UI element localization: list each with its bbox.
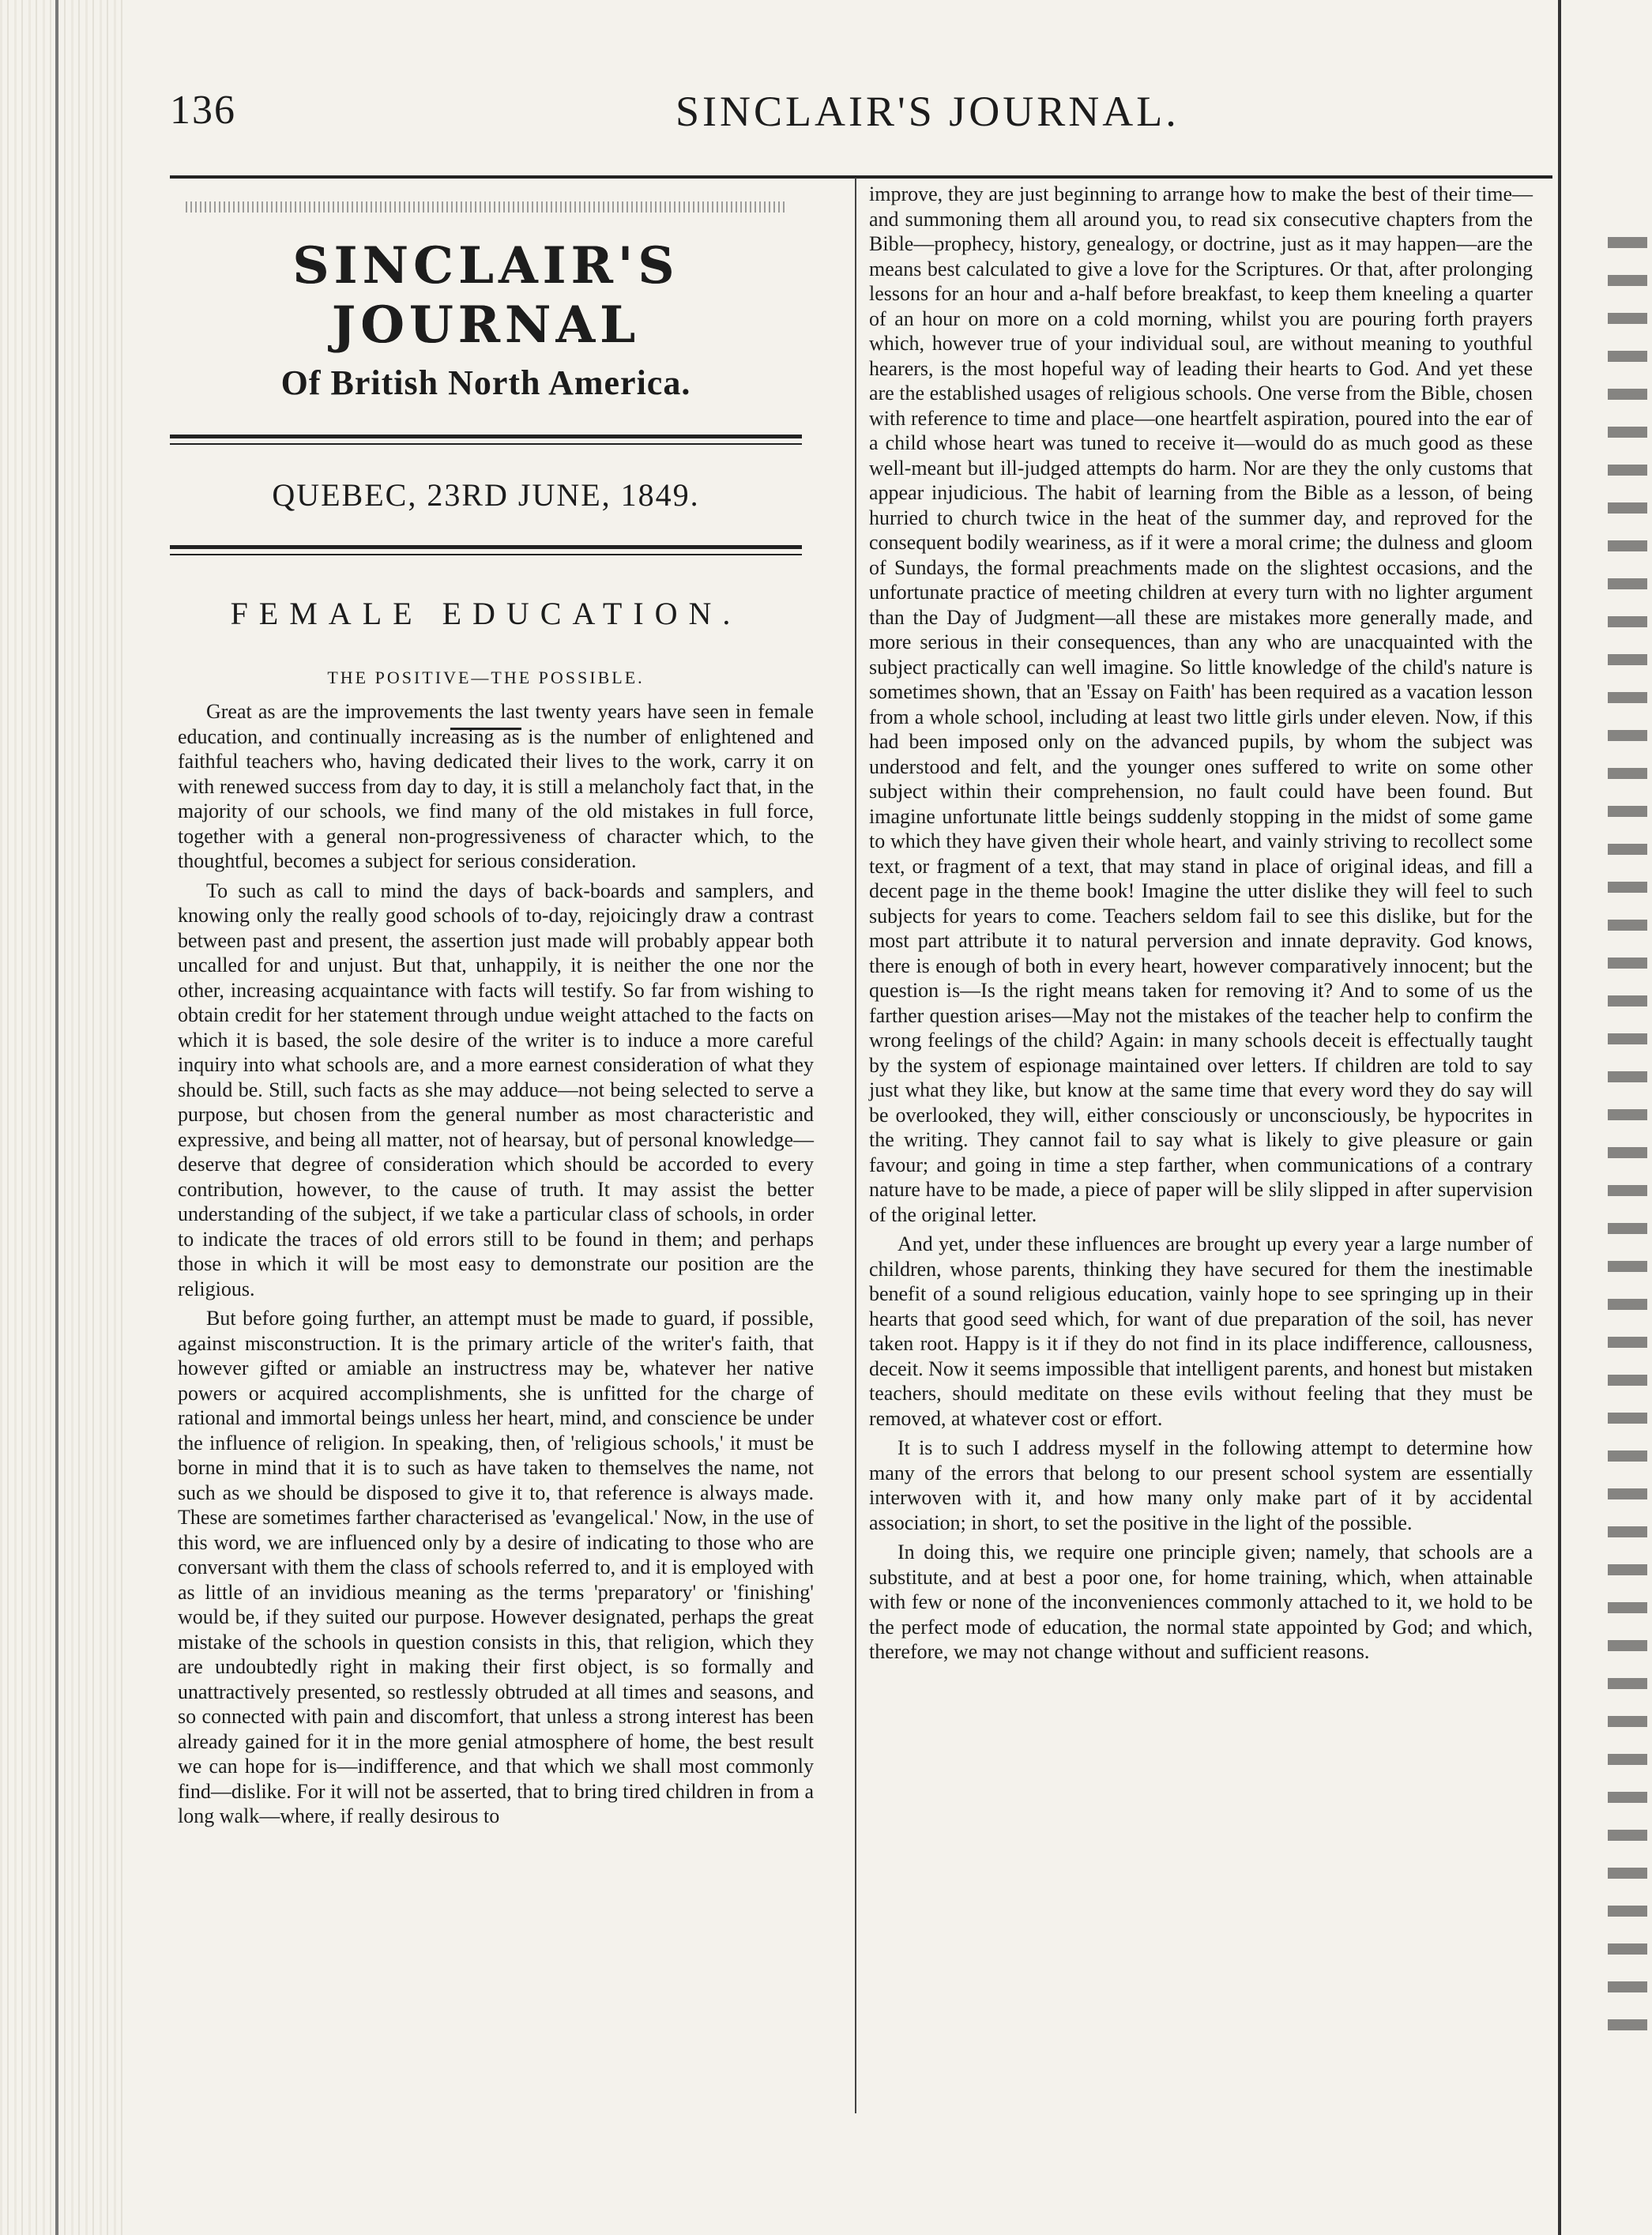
- paragraph: Great as are the improvements the last twenty years have seen in female education, and continually increasing as is the number of enlightened and faithful teachers who, having dedicated their lives to the work, carry it on with renewed success from day to day, it is still a melancholy fact that, in the majority of our schools, we find many of the old mistakes in full force, together with a general non-progressiveness of character which, to the thoughtful, becomes a subject for serious consideration.: [178, 700, 814, 872]
- article-headline: FEMALE EDUCATION.: [230, 596, 742, 631]
- left-margin-rule: [55, 0, 58, 2235]
- dateline-rule: [170, 545, 802, 555]
- ornamental-bar: [186, 201, 786, 213]
- running-head: [170, 87, 1560, 150]
- paragraph: But before going further, an attempt must be made to guard, if possible, against misconstruction. It is the primary article of the writer's faith, that however gifted or amiable an instructress may be, whatever her native powers or acquired accomplishments, she is unfitted for the charge of rational and immortal beings unless her heart, mind, and conscience be under the influence of religion. In speaking, then, of 'religious schools,' it must be borne in mind that it is to such as have taken to themselves the name, not such as we should be disposed to give it to, that reference is always made. These are sometimes farther characterised as 'evangelical.' Now, in the use of this word, we are influenced only by a desire of indicating to those who are conversant with them the class of schools referred to, and it is employed with as little of an invidious meaning as the terms 'preparatory' or 'finishing' would be, if they suited our purpose. However designated, perhaps the great mistake of the schools in question consists in this, that religion, which they are undoubtedly right in making their first object, is so formally and unattractively presented, so restlessly obtruded at all times and seasons, and so connected with pain and discomfort, that unless a strong interest has been already gained for it in the more genial atmosphere of home, the best result we can hope for is—indifference, and that which we shall most commonly find—dislike. For it will not be asserted, that to bring tired children in from a long walk—where, if really desirous to: [178, 1307, 814, 1827]
- adjacent-page-fragment: [1608, 237, 1647, 2054]
- column-rule: [855, 178, 856, 2113]
- header-rule: [170, 175, 1552, 179]
- masthead: [170, 194, 802, 730]
- article-subhead: THE POSITIVE—THE POSSIBLE.: [327, 668, 645, 687]
- article-column-left: [178, 699, 814, 1834]
- journal-subtitle: Of British North America.: [280, 363, 691, 402]
- paragraph: It is to such I address myself in the following attempt to determine how many of the errors that belong to our present school system are essentially interwoven with it, and how many only make part of it by accidental association; in short, to set the positive in the light of the possible.: [869, 1436, 1533, 1534]
- running-title: SINCLAIR'S JOURNAL.: [675, 88, 1180, 135]
- journal-name: SINCLAIR'S JOURNAL: [292, 236, 679, 355]
- page-number: 136: [170, 88, 236, 133]
- right-margin-rule: [1558, 0, 1561, 2235]
- paragraph: To such as call to mind the days of back-boards and samplers, and knowing only the really good schools of to-day, rejoicingly draw a contrast between past and present, the assertion just made will probably appear both uncalled for and unjust. But that, unhappily, it is neither the one nor the other, increasing acquaintance with facts will testify. So far from wishing to obtain credit for her statement through undue weight attached to the facts on which it is based, the sole desire of the writer is to induce a more careful inquiry into what schools are, and a more earnest consideration of what they should be. Still, such facts as she may adduce—not being selected to serve a purpose, but chosen from the general number as most characteristic and expressive, and being all matter, not of hearsay, but of personal knowledge—deserve that degree of consideration which should be accorded to every contribution, however, to the cause of truth. It may assist the better understanding of the subject, if we take a particular class of schools, in order to indicate the traces of old errors still to be found in them; and perhaps those in which it will be most easy to demonstrate our position are the religious.: [178, 879, 814, 1300]
- masthead-rule: [170, 435, 802, 445]
- paragraph: And yet, under these influences are brought up every year a large number of children, whose parents, thinking they have secured for them the inestimable benefit of a sound religious education, vainly hope to see springing up in their hearts that good seed which, for want of due preparation of the soil, has never taken root. Happy is it if they do not find in its place indifference, callousness, deceit. Now it seems impossible that intelligent parents, and honest but mistaken teachers, should meditate on these evils without feeling that they must be removed, at whatever cost or effort.: [869, 1232, 1533, 1430]
- paragraph: improve, they are just beginning to arrange how to make the best of their time—and summoning them all around you, to read six consecutive chapters from the Bible—prophecy, history, genealogy, or doctrine, just as it may happen—are the means best calculated to give a love for the Scriptures. Or that, after prolonging lessons for an hour and a-half before breakfast, to keep them kneeling a quarter of an hour on more on a cold morning, whilst you are pouring forth prayers which, however true of your individual soul, are without meaning to youthful hearers, is the most hopeful way of leading their hearts to God. And yet these are the established usages of religious schools. One verse from the Bible, chosen with reference to time and place—one heartfelt aspiration, poured into the ear of a child whose heart was tuned to receive it—would do as much good as these well-meant but ill-judged attempts do harm. Nor are they the only customs that appear injudicious. The habit of learning from the Bible as a lesson, of being hurried to church twice in the heat of the summer day, and reproved for the consequent bodily weariness, as if it were a moral crime; the dulness and gloom of Sundays, the formal preachments made on the slightest occasions, and the unfortunate practice of meeting children at every turn with no lighter argument than the Day of Judgment—all these are mistakes more generally made, and more serious in their consequences, than any who are unacquainted with the subject practically can well imagine. So little knowledge of the child's nature is sometimes shown, that an 'Essay on Faith' has been required as a vacation lesson from a whole school, including at least two little girls under eleven. Now, if this had been imposed only on the advanced pupils, by whom the subject was understood and felt, and the younger ones suffered to write on some other subject within their comprehension, no fault could have been found. But imagine unfortunate little beings suddenly stopping in the midst of some game to which they have given their whole heart, and vainly striving to recollect some text, or fragment of a text, that may stand in place of original ideas, and fill a decent page in the theme book! Imagine the utter dislike they will feel to such subjects for years to come. Teachers seldom fail to see this dislike, but for the most part attribute it to natural perversion and innate depravity. God knows, there is enough of both in every heart, however comparatively innocent; but the question is—Is the right means taken for removing it? And to some of us the farther question arises—May not the mistakes of the teacher help to confirm the wrong feelings of the child? Again: in many schools deceit is effectually taught by the system of espionage maintained over letters. If children are told to say just what they like, but know at the same time that every word they do say will be overlooked, they will, either consciously or unconsciously, be hypocrites in the writing. They cannot fail to say what is likely to give pleasure or gain favour; and going in time a step farther, when communications of a contrary nature have to be made, a piece of paper will be slily slipped in after supervision of the original letter.: [869, 182, 1533, 1226]
- article-column-right: [869, 182, 1533, 1669]
- dateline: QUEBEC, 23RD JUNE, 1849.: [272, 477, 700, 513]
- paragraph: In doing this, we require one principle given; namely, that schools are a substitute, and at best a poor one, for home training, which, when attainable with few or none of the inconveniences commonly attached to it, we hold to be the perfect mode of education, the normal state appointed by God; and which, therefore, we may not change without and sufficient reasons.: [869, 1541, 1533, 1663]
- scan-edge-noise: [0, 0, 126, 2235]
